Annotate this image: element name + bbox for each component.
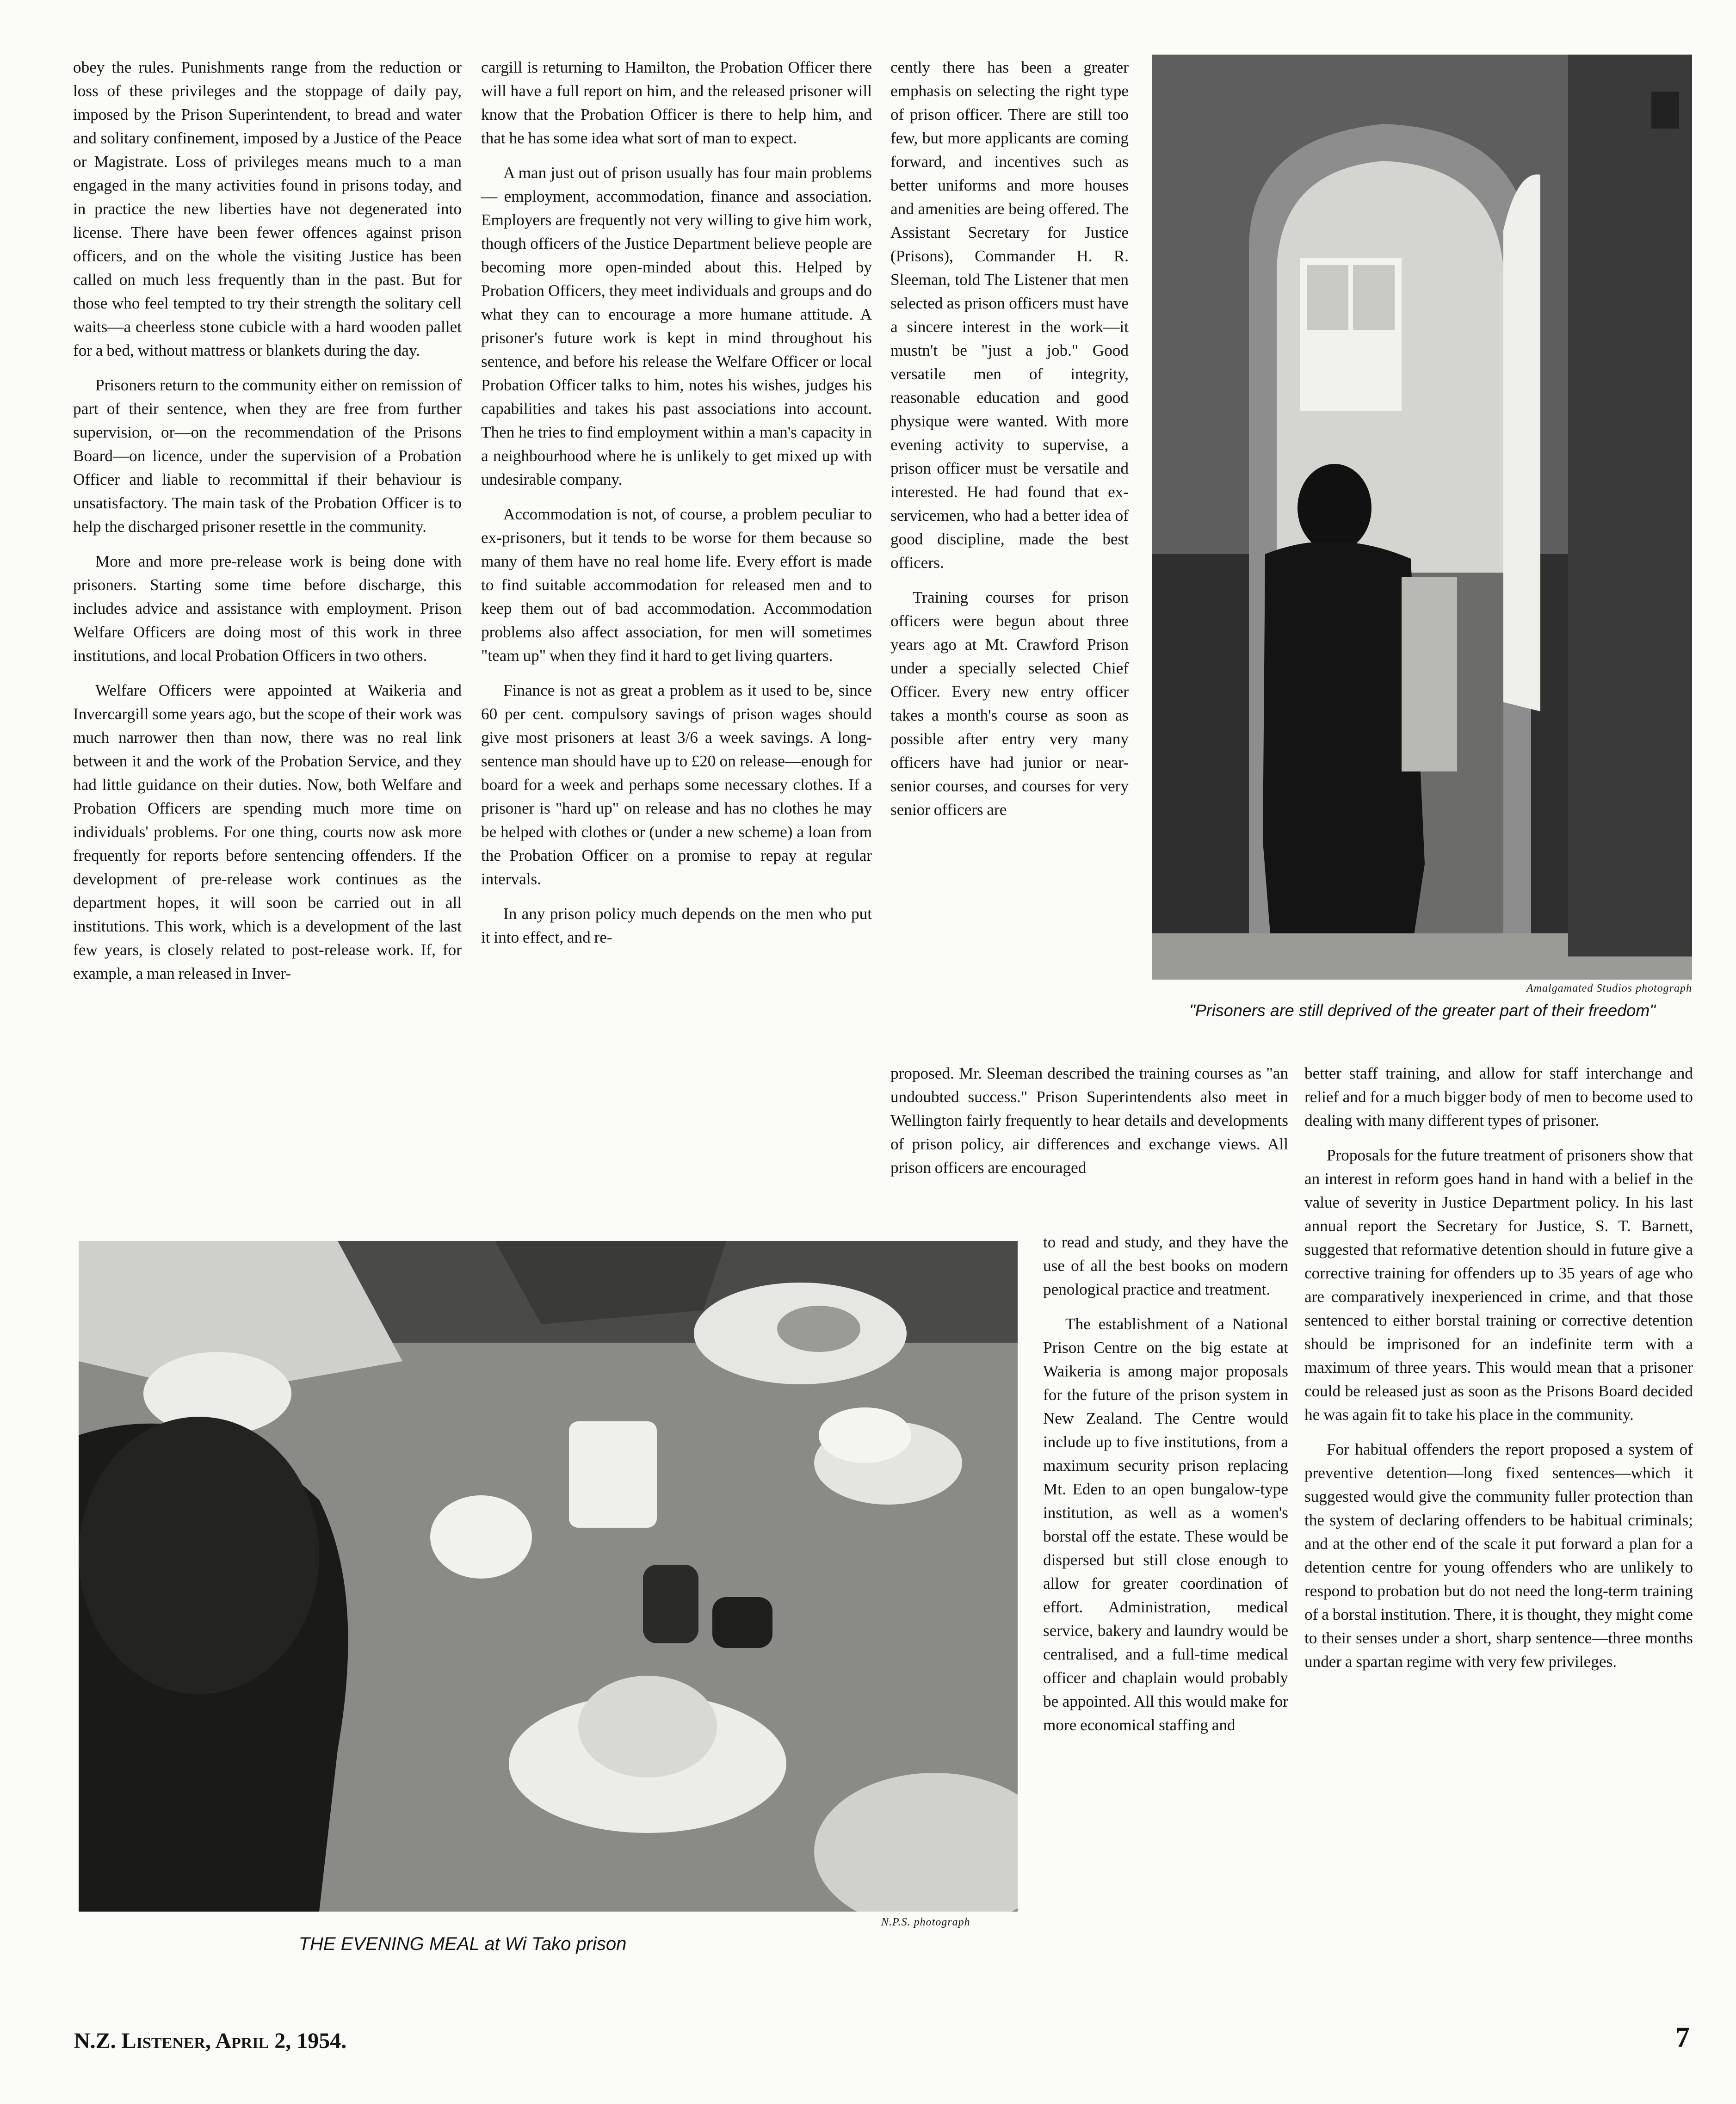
paragraph: cargill is returning to Hamilton, the Probation Officer there will have a full report on him, and the released prisoner will know that the Probation Officer is there to help him, and that he has some idea what sort of man to expect. [481,58,872,147]
photo-caption: THE EVENING MEAL at Wi Tako prison [298,1934,627,1954]
prisoner-in-doorway-photo [1152,55,1692,980]
paragraph: Accommodation is not, of course, a problem peculiar to ex-prisoners, but it tends to be worse for them because so many of them have no real home life. Every effort is made to find suitable accommodation for released men and to keep them out of bad accommodation. Accommodation problems also affect association, for men will sometimes "team up" when they find it hard to get living quarters. [481,505,872,665]
paragraph: In any prison policy much depends on the men who put it into effect, and re- [481,905,872,946]
paragraph: Training courses for prison officers were begun about three years ago at Mt. Crawford Prison under a specially selected Chief Officer. Every new entry officer takes a month's course as soon as possible after entry very many officers have had junior or near-senior courses, and courses for very senior officers are [890,588,1129,819]
paragraph: For habitual offenders the report proposed a system of preventive detention—long fixed sentences—which it suggested would give the community fuller protection than the system of declaring offenders to be habitual criminals; and at the other end of the scale it put forward a plan for a detention centre for young offenders who are unlikely to respond to probation but do not need the long-term training of a borstal institution. There, it is thought, they might come to their senses under a short, sharp sentence—three months under a spartan regime with very few privileges. [1304,1440,1693,1671]
paragraph: Welfare Officers were appointed at Waikeria and Invercargill some years ago, but the scope of their work was much narrower then than now, there was no real link between it and the work of the Probation Service, and they had little guidance on their duties. Now, both Welfare and Probation Officers are spending much more time on individuals' problems. For one thing, courts now ask more frequently for reports before sentencing offenders. If the development of pre-release work continues as the department hopes, it will soon be carried out in all institutions. This work, which is a development of the last few years, is closely related to post-release work. If, for example, a man released in Inver- [73,681,462,982]
prisoner-in-doorway-illustration [1152,55,1692,980]
paragraph: cently there has been a greater emphasis on selecting the right type of prison officer. There are still too few, but more applicants are coming forward, and incentives such as better uniforms and more houses and amenities are being offered. The Assistant Secretary for Justice (Prisons), Commander H. R. Sleeman, told The Listener that men selected as prison officers must have a sincere interest in the work—it mustn't be "just a job." Good versatile men of integrity, reasonable education and good physique were wanted. With more evening activity to supervise, a prison officer must be versatile and interested. He had found that ex-servicemen, who had a better idea of good discipline, made the best officers. [890,58,1129,572]
article-column-4 [1043,1230,1288,1737]
publication-footer: N.Z. Listener, April 2, 1954. [74,2029,347,2053]
paragraph: obey the rules. Punishments range from the reduction or loss of these privileges and the stoppage of daily pay, imposed by the Prison Superintendent, to bread and water and solitary confinement, imposed by a Justice of the Peace or Magistrate. Loss of privileges means much to a man engaged in the many activities found in prisons today, and in practice the new liberties have not degenerated into license. There have been fewer offences against prison officers, and on the whole the visiting Justice has been called on much less frequently than in the past. But for those who feel tempted to try their strength the solitary cell waits—a cheerless stone cubicle with a hard wooden pallet for a bed, without mattress or blankets during the day. [73,58,462,359]
photo-credit: Amalgamated Studios photograph [1526,982,1692,994]
paragraph: better staff training, and allow for staff interchange and relief and for a much bigger body of men to become used to dealing with many different types of prisoner. [1304,1064,1693,1129]
article-column-1 [73,56,462,985]
paragraph: Prisoners return to the community either on remission of part of their sentence, when they are free from further supervision, or—on the recommendation of the Prisons Board—on licence, under the supervision of a Probation Officer and liable to recommittal if their behaviour is unsatisfactory. The main task of the Probation Officer is to help the discharged prisoner resettle in the community. [73,376,462,536]
paragraph: More and more pre-release work is being done with prisoners. Starting some time before discharge, this includes advice and assistance with employment. Prison Welfare Officers are doing most of this work in three institutions, and local Probation Officers in two others. [73,552,462,665]
paragraph: Proposals for the future treatment of prisoners show that an interest in reform goes hand in hand with a belief in the value of severity in Justice Department policy. In his last annual report the Secretary for Justice, S. T. Barnett, suggested that reformative detention should in future give a corrective training for offenders up to 35 years of age who are comparatively inexperienced in crime, and that those sentenced to either borstal training or corrective detention should be imprisoned for an indefinite term with a maximum of three years. This would mean that a prisoner could be released just as soon as the Prisons Board decided he was again fit to take his place in the community. [1304,1146,1693,1424]
paragraph: A man just out of prison usually has four main problems — employment, accommodation, finance and association. Employers are frequently not very willing to give him work, though officers of the Justice Department believe people are becoming more open-minded about this. Helped by Probation Officers, they meet individuals and groups and do what they can to encourage a more humane attitude. A prisoner's future work is kept in mind throughout his sentence, and before his release the Welfare Officer or local Probation Officer talks to him, notes his wishes, judges his capabilities and takes his past associations into account. Then he tries to find employment within a man's capacity in a neighbourhood where he is unlikely to get mixed up with undesirable company. [481,164,872,488]
page-number: 7 [1675,2022,1690,2053]
paragraph: to read and study, and they have the use of all the best books on modern penological practice and treatment. [1043,1233,1288,1298]
photo-credit: N.P.S. photograph [881,1916,970,1928]
article-column-5 [1304,1061,1693,1673]
paragraph: Finance is not as great a problem as it used to be, since 60 per cent. compulsory savings of prison wages should give most prisoners at least 3/6 a week savings. A long-sentence man should have up to £20 on release—enough for board for a week and perhaps some necessary clothes. If a prisoner is "hard up" on release and has no clothes he may be helped with clothes or (under a new scheme) a loan from the Probation Officer on a promise to repay at regular intervals. [481,681,872,888]
article-column-3-continued [890,1061,1288,1179]
article-column-3 [890,56,1129,821]
paragraph: The establishment of a National Prison Centre on the big estate at Waikeria is among major proposals for the future of the prison system in New Zealand. The Centre would include up to five institutions, from a maximum security prison replacing Mt. Eden to an open bungalow-type institution, as well as a women's borstal off the estate. These would be dispersed but still close enough to allow for greater coordination of effort. Administration, medical service, bakery and laundry would be centralised, and a full-time medical officer and chaplain would probably be appointed. All this would make for more economical staffing and [1043,1315,1288,1734]
article-column-2 [481,56,872,949]
photo-caption: "Prisoners are still deprived of the greater part of their freedom" [1189,1001,1656,1020]
paragraph: proposed. Mr. Sleeman described the training courses as "an undoubted success." Prison Superintendents also meet in Wellington fairly frequently to hear details and developments of prison policy, air differences and exchange views. All prison officers are encouraged [890,1064,1288,1177]
evening-meal-photo [79,1241,1018,1912]
evening-meal-illustration [79,1241,1018,1912]
